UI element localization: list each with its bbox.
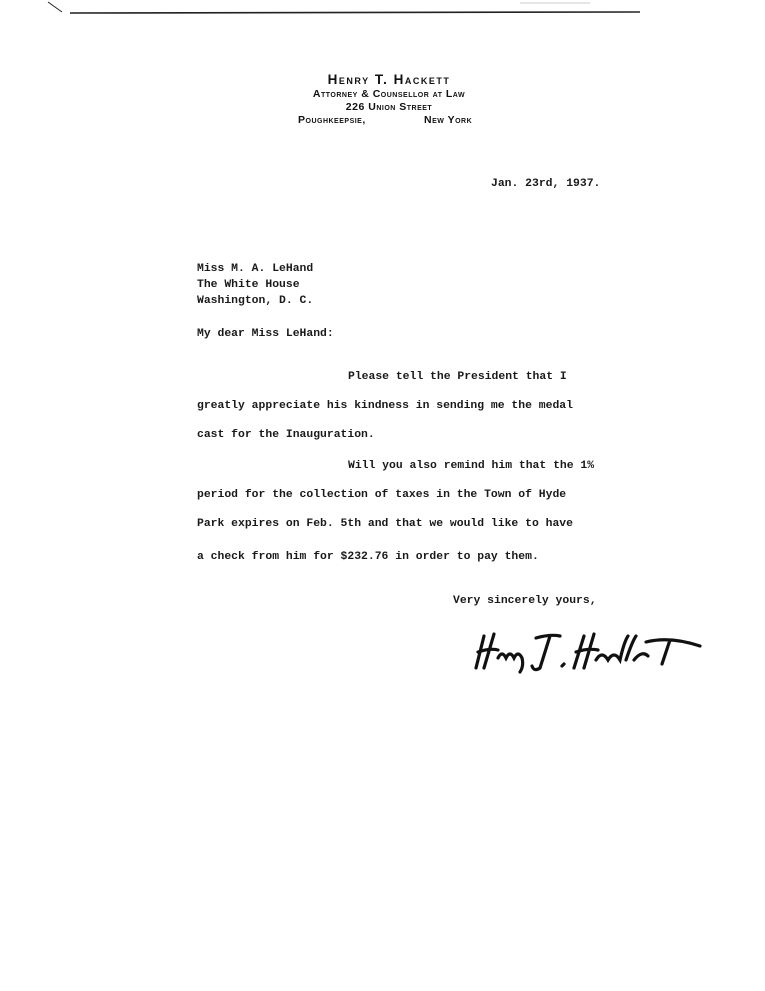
- body-line: greatly appreciate his kindness in sending me the medal: [197, 400, 573, 412]
- letter-date: Jan. 23rd, 1937.: [491, 178, 601, 190]
- handwritten-signature: [470, 628, 710, 678]
- letterhead-name: Henry T. Hackett: [327, 72, 451, 87]
- body-line: a check from him for $232.76 in order to pay them.: [197, 551, 539, 563]
- recipient-line: Washington, D. C.: [197, 295, 314, 307]
- body-line: Park expires on Feb. 5th and that we would like to have: [197, 518, 573, 530]
- closing: Very sincerely yours,: [453, 595, 597, 607]
- letterhead-title: Attorney & Counsellor at Law: [312, 88, 466, 100]
- body-line: period for the collection of taxes in the Town of Hyde: [197, 489, 567, 501]
- letterhead-street: 226 Union Street: [345, 101, 433, 113]
- letterhead-state: New York: [424, 114, 473, 126]
- letterhead-city: Poughkeepsie,: [298, 114, 366, 126]
- body-line: Please tell the President that I: [348, 371, 567, 383]
- body-line: cast for the Inauguration.: [197, 429, 375, 441]
- top-rule: [0, 0, 765, 20]
- salutation: My dear Miss LeHand:: [197, 328, 334, 340]
- body-line: Will you also remind him that the 1%: [348, 460, 595, 472]
- recipient-line: The White House: [197, 279, 300, 291]
- recipient-line: Miss M. A. LeHand: [197, 263, 314, 275]
